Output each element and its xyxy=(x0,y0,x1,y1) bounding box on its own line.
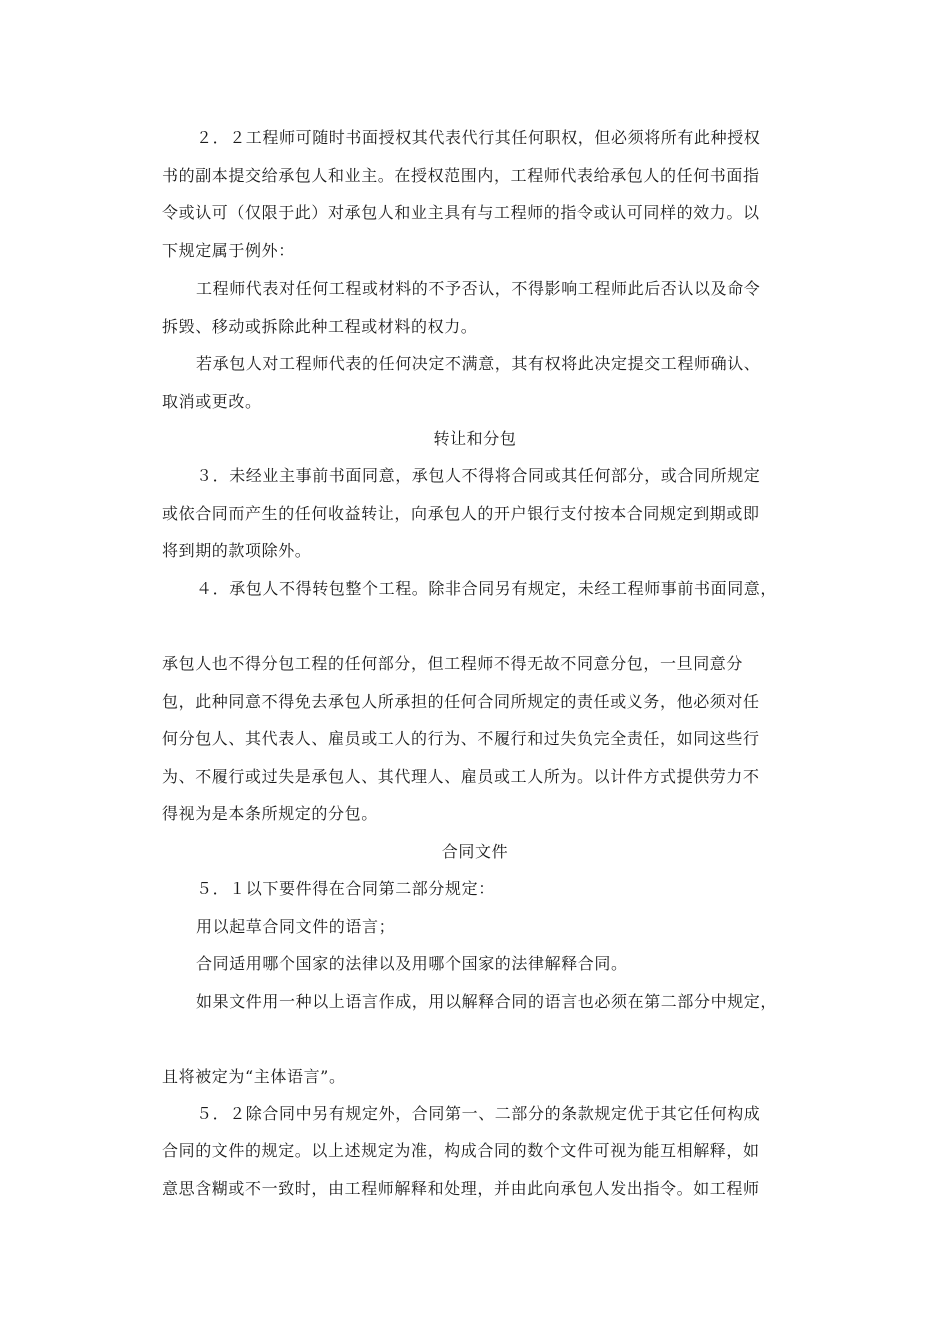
paragraph-5-1-item-3-line-1: 如果文件用一种以上语言作成，用以解释合同的语言也必须在第二部分中规定， xyxy=(196,992,778,1011)
paragraph-4-line-4: 何分包人、其代表人、雇员或工人的行为、不履行和过失负完全责任，如同这些行 xyxy=(162,729,760,748)
paragraph-5-2-line-1: ５．２除合同中另有规定外，合同第一、二部分的条款规定优于其它任何构成 xyxy=(196,1104,761,1123)
paragraph-5-2-line-3: 意思含糊或不一致时，由工程师解释和处理，并由此向承包人发出指令。如工程师 xyxy=(162,1179,760,1198)
exception-1-line-1: 工程师代表对任何工程或材料的不予否认，不得影响工程师此后否认以及命令 xyxy=(196,279,761,298)
paragraph-4-line-6: 得视为是本条所规定的分包。 xyxy=(162,804,378,823)
exception-1-line-2: 拆毁、移动或拆除此种工程或材料的权力。 xyxy=(162,317,478,336)
section-heading-transfer-subcontract: 转让和分包 xyxy=(433,429,517,448)
paragraph-4-line-2: 承包人也不得分包工程的任何部分，但工程师不得无故不同意分包，一旦同意分 xyxy=(162,654,744,673)
section-heading-contract-documents: 合同文件 xyxy=(441,842,509,861)
paragraph-3-line-2: 或依合同而产生的任何收益转让，向承包人的开户银行支付按本合同规定到期或即 xyxy=(162,504,760,523)
paragraph-4-line-1: ４．承包人不得转包整个工程。除非合同另有规定，未经工程师事前书面同意， xyxy=(196,579,778,598)
paragraph-2-2-line-3: 令或认可（仅限于此）对承包人和业主具有与工程师的指令或认可同样的效力。以 xyxy=(162,203,760,222)
exception-2-line-1: 若承包人对工程师代表的任何决定不满意，其有权将此决定提交工程师确认、 xyxy=(196,354,761,373)
paragraph-5-2-line-2: 合同的文件的规定。以上述规定为准，构成合同的数个文件可视为能互相解释，如 xyxy=(162,1141,760,1160)
paragraph-2-2-line-2: 书的副本提交给承包人和业主。在授权范围内，工程师代表给承包人的任何书面指 xyxy=(162,166,760,185)
paragraph-4-line-3: 包，此种同意不得免去承包人所承担的任何合同所规定的责任或义务，他必须对任 xyxy=(162,692,760,711)
paragraph-5-1-item-3-line-2: 且将被定为“主体语言”。 xyxy=(162,1067,346,1086)
paragraph-2-2-line-4: 下规定属于例外： xyxy=(162,241,295,260)
paragraph-5-1-item-1: 用以起草合同文件的语言； xyxy=(196,917,396,936)
paragraph-2-2-line-1: ２．２工程师可随时书面授权其代表代行其任何职权，但必须将所有此种授权 xyxy=(196,128,761,147)
paragraph-3-line-1: ３．未经业主事前书面同意，承包人不得将合同或其任何部分，或合同所规定 xyxy=(196,466,761,485)
paragraph-5-1-item-2: 合同适用哪个国家的法律以及用哪个国家的法律解释合同。 xyxy=(196,954,628,973)
paragraph-4-line-5: 为、不履行或过失是承包人、其代理人、雇员或工人所为。以计件方式提供劳力不 xyxy=(162,767,760,786)
paragraph-3-line-3: 将到期的款项除外。 xyxy=(162,541,312,560)
paragraph-5-1-line-1: ５．１以下要件得在合同第二部分规定： xyxy=(196,879,495,898)
exception-2-line-2: 取消或更改。 xyxy=(162,392,262,411)
